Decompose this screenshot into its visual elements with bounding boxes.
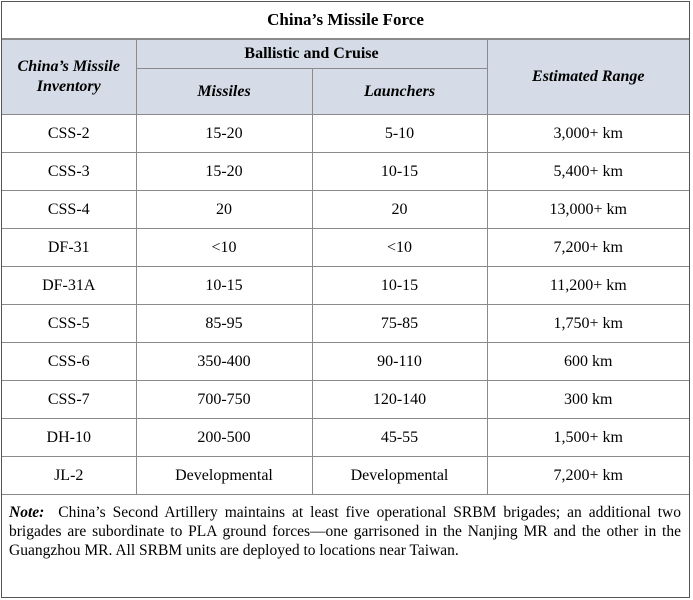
cell-missiles: 200-500 — [136, 419, 312, 457]
cell-range: 3,000+ km — [487, 115, 689, 153]
cell-name: JL-2 — [2, 457, 136, 495]
note-text: China’s Second Artillery maintains at least five operational SRBM brigades; an additional two brigades are subordinate to PLA ground forces—one garrisoned in the Nanjing MR and the other in the Guangzhou MR. All SRBM units are deployed to locations near Taiwan. — [9, 504, 681, 559]
cell-name: CSS-4 — [2, 191, 136, 229]
table-title: China’s Missile Force — [2, 2, 689, 39]
table-row — [2, 191, 689, 229]
cell-launchers: <10 — [312, 229, 487, 267]
missile-table — [2, 39, 689, 495]
cell-name: CSS-7 — [2, 381, 136, 419]
table-row — [2, 153, 689, 191]
table-row — [2, 457, 689, 495]
cell-range: 5,400+ km — [487, 153, 689, 191]
cell-missiles: Developmental — [136, 457, 312, 495]
table-row — [2, 381, 689, 419]
table-row — [2, 305, 689, 343]
cell-missiles: 20 — [136, 191, 312, 229]
header-inventory: China’s Missile Inventory — [2, 40, 136, 115]
cell-launchers: 120-140 — [312, 381, 487, 419]
cell-missiles: 85-95 — [136, 305, 312, 343]
cell-launchers: 20 — [312, 191, 487, 229]
header-launchers: Launchers — [312, 69, 487, 115]
cell-name: CSS-3 — [2, 153, 136, 191]
cell-missiles: 15-20 — [136, 115, 312, 153]
cell-range: 7,200+ km — [487, 457, 689, 495]
table-row — [2, 115, 689, 153]
header-ballistic-cruise: Ballistic and Cruise — [136, 40, 487, 69]
cell-name: CSS-2 — [2, 115, 136, 153]
cell-range: 7,200+ km — [487, 229, 689, 267]
cell-launchers: 10-15 — [312, 153, 487, 191]
table-row — [2, 267, 689, 305]
missile-force-table-frame — [1, 1, 690, 598]
note-label: Note: — [9, 504, 45, 521]
cell-range: 300 km — [487, 381, 689, 419]
cell-range: 13,000+ km — [487, 191, 689, 229]
cell-range: 11,200+ km — [487, 267, 689, 305]
table-note — [2, 495, 689, 560]
cell-missiles: <10 — [136, 229, 312, 267]
cell-launchers: 90-110 — [312, 343, 487, 381]
cell-launchers: 5-10 — [312, 115, 487, 153]
cell-name: CSS-5 — [2, 305, 136, 343]
cell-range: 1,500+ km — [487, 419, 689, 457]
cell-name: DF-31 — [2, 229, 136, 267]
table-row — [2, 229, 689, 267]
cell-missiles: 700-750 — [136, 381, 312, 419]
cell-name: CSS-6 — [2, 343, 136, 381]
cell-launchers: 75-85 — [312, 305, 487, 343]
cell-launchers: Developmental — [312, 457, 487, 495]
table-row — [2, 343, 689, 381]
cell-range: 600 km — [487, 343, 689, 381]
header-estimated-range: Estimated Range — [487, 40, 689, 115]
cell-missiles: 10-15 — [136, 267, 312, 305]
cell-launchers: 10-15 — [312, 267, 487, 305]
header-missiles: Missiles — [136, 69, 312, 115]
cell-range: 1,750+ km — [487, 305, 689, 343]
cell-name: DH-10 — [2, 419, 136, 457]
table-row — [2, 419, 689, 457]
cell-missiles: 350-400 — [136, 343, 312, 381]
cell-missiles: 15-20 — [136, 153, 312, 191]
cell-name: DF-31A — [2, 267, 136, 305]
cell-launchers: 45-55 — [312, 419, 487, 457]
